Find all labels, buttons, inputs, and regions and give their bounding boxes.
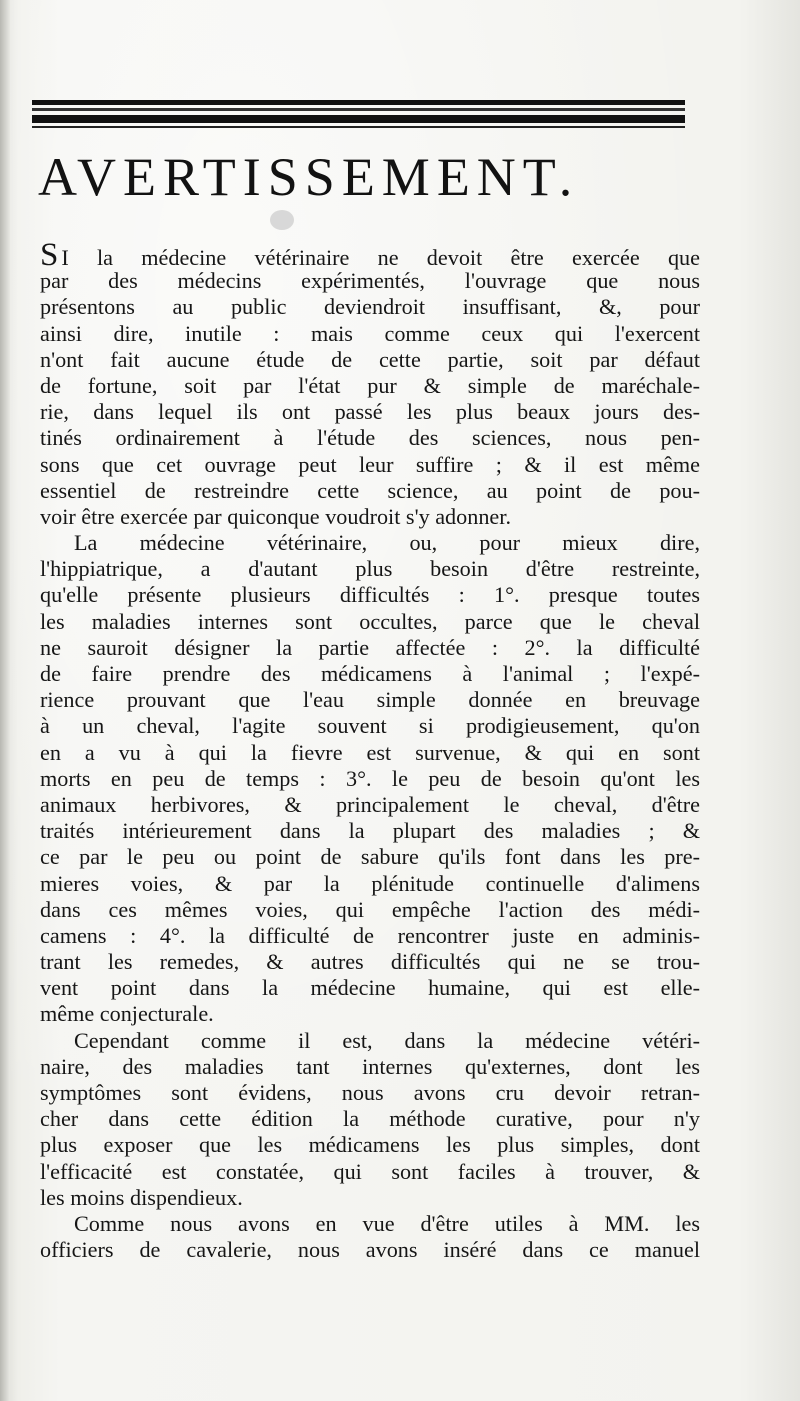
text-line-content: traités intérieurement dans la plupart des maladies ; & <box>40 818 700 844</box>
text-line-content: de fortune, soit par l'état pur & simple de maréchale- <box>40 372 700 398</box>
text-line-content: Comme nous avons en vue d'être utiles à MM. les <box>74 1210 700 1236</box>
text-line-content: essentiel de restreindre cette science, au point de pou- <box>40 477 700 503</box>
text-line-content: présentons au public deviendroit insuffisant, &, pour <box>40 294 700 320</box>
text-line <box>40 504 700 530</box>
text-line <box>40 897 700 923</box>
text-line-content: par des médecins expérimentés, l'ouvrage que nous <box>40 268 700 294</box>
text-line-content: les maladies internes sont occultes, parce que le cheval <box>40 608 700 634</box>
text-line <box>40 425 700 451</box>
text-line <box>40 1159 700 1185</box>
text-line-content: rience prouvant que l'eau simple donnée en breuvage <box>40 687 700 713</box>
text-line <box>40 1054 700 1080</box>
text-line <box>40 923 700 949</box>
drop-cap: S <box>40 237 59 273</box>
text-line-content: mieres voies, & par la plénitude continuelle d'alimens <box>40 870 700 896</box>
text-line-content: La médecine vétérinaire, ou, pour mieux dire, <box>74 530 700 556</box>
ornamental-rule <box>32 126 685 128</box>
text-line <box>40 268 700 294</box>
page-gutter-shadow <box>0 0 10 1401</box>
text-line-content: naire, des maladies tant internes qu'externes, dont les <box>40 1053 700 1079</box>
ornamental-rule <box>32 115 685 123</box>
ornamental-rule <box>32 108 685 111</box>
text-line <box>40 321 700 347</box>
text-line-content: ainsi dire, inutile : mais comme ceux qui l'exercent <box>40 320 700 346</box>
text-line <box>40 818 700 844</box>
text-line-content: en a vu à qui la fievre est survenue, & qui en sont <box>40 739 700 765</box>
text-line <box>40 661 700 687</box>
text-line-content: cher dans cette édition la méthode curative, pour n'y <box>40 1106 700 1132</box>
text-line <box>40 713 700 739</box>
text-line <box>40 347 700 373</box>
body-text <box>40 237 700 1263</box>
text-line <box>40 766 700 792</box>
text-line-content: de faire prendre des médicamens à l'animal ; l'expé- <box>40 661 700 686</box>
text-line <box>40 556 700 582</box>
text-line-content: rie, dans lequel ils ont passé les plus beaux jours des- <box>40 399 700 425</box>
text-line-content: l'hippiatrique, a d'autant plus besoin d'être restreinte, <box>40 556 700 582</box>
text-line <box>40 740 700 766</box>
text-line <box>40 1211 700 1237</box>
ink-stain <box>270 210 294 230</box>
ornamental-rule <box>32 100 685 105</box>
text-line <box>40 1106 700 1132</box>
text-line-content: à un cheval, l'agite souvent si prodigieusement, qu'on <box>40 713 700 739</box>
text-line-content: Cependant comme il est, dans la médecine vétéri- <box>74 1027 700 1053</box>
text-line-content: vent point dans la médecine humaine, qui est elle- <box>40 975 700 1001</box>
text-line <box>40 1001 700 1027</box>
text-line <box>40 1132 700 1158</box>
text-line <box>40 530 700 556</box>
text-line <box>40 478 700 504</box>
text-line <box>40 582 700 608</box>
text-line-content: n'ont fait aucune étude de cette partie, soit par défaut <box>40 346 700 372</box>
text-line-content: plus exposer que les médicamens les plus simples, dont <box>40 1132 700 1158</box>
text-line-content: qu'elle présente plusieurs difficultés : 1°. presque toutes <box>40 582 700 608</box>
text-line <box>40 373 700 399</box>
text-line-content: trant les remedes, & autres difficultés qui ne se trou- <box>40 949 700 975</box>
text-line <box>40 1237 700 1263</box>
text-line <box>40 452 700 478</box>
text-line <box>40 949 700 975</box>
text-line-content: I la médecine vétérinaire ne devoit être exercée que <box>61 245 700 270</box>
text-line <box>40 871 700 897</box>
text-line-content: animaux herbivores, & principalement le cheval, d'être <box>40 791 700 817</box>
text-line <box>40 1185 700 1211</box>
text-line-content: les moins dispendieux. <box>40 1184 243 1210</box>
page-heading: AVERTISSEMENT. <box>38 147 580 207</box>
text-line <box>40 399 700 425</box>
text-line-content: ce par le peu ou point de sabure qu'ils font dans les pre- <box>40 844 700 870</box>
text-line <box>40 975 700 1001</box>
text-line-content: sons que cet ouvrage peut leur suffire ; & il est même <box>40 451 700 477</box>
text-line-content: tinés ordinairement à l'étude des sciences, nous pen- <box>40 425 700 451</box>
text-line-content: l'efficacité est constatée, qui sont faciles à trouver, & <box>40 1158 700 1184</box>
text-line <box>40 609 700 635</box>
text-line <box>40 294 700 320</box>
text-line <box>40 792 700 818</box>
text-line <box>40 1080 700 1106</box>
text-line <box>40 635 700 661</box>
text-line <box>40 844 700 870</box>
text-line <box>40 1028 700 1054</box>
text-line-content: symptômes sont évidens, nous avons cru devoir retran- <box>40 1080 700 1105</box>
text-line <box>40 237 700 273</box>
text-line <box>40 687 700 713</box>
text-line-content: morts en peu de temps : 3°. le peu de besoin qu'ont les <box>40 765 700 791</box>
text-line-content: dans ces mêmes voies, qui empêche l'action des médi- <box>40 896 700 922</box>
text-line-content: voir être exercée par quiconque voudroit s'y adonner. <box>40 503 511 529</box>
text-line-content: camens : 4°. la difficulté de rencontrer juste en adminis- <box>40 922 700 948</box>
text-line-content: même conjecturale. <box>40 1001 214 1027</box>
text-line-content: ne sauroit désigner la partie affectée : 2°. la difficulté <box>40 634 700 660</box>
text-line-content: officiers de cavalerie, nous avons inséré dans ce manuel <box>40 1237 700 1263</box>
